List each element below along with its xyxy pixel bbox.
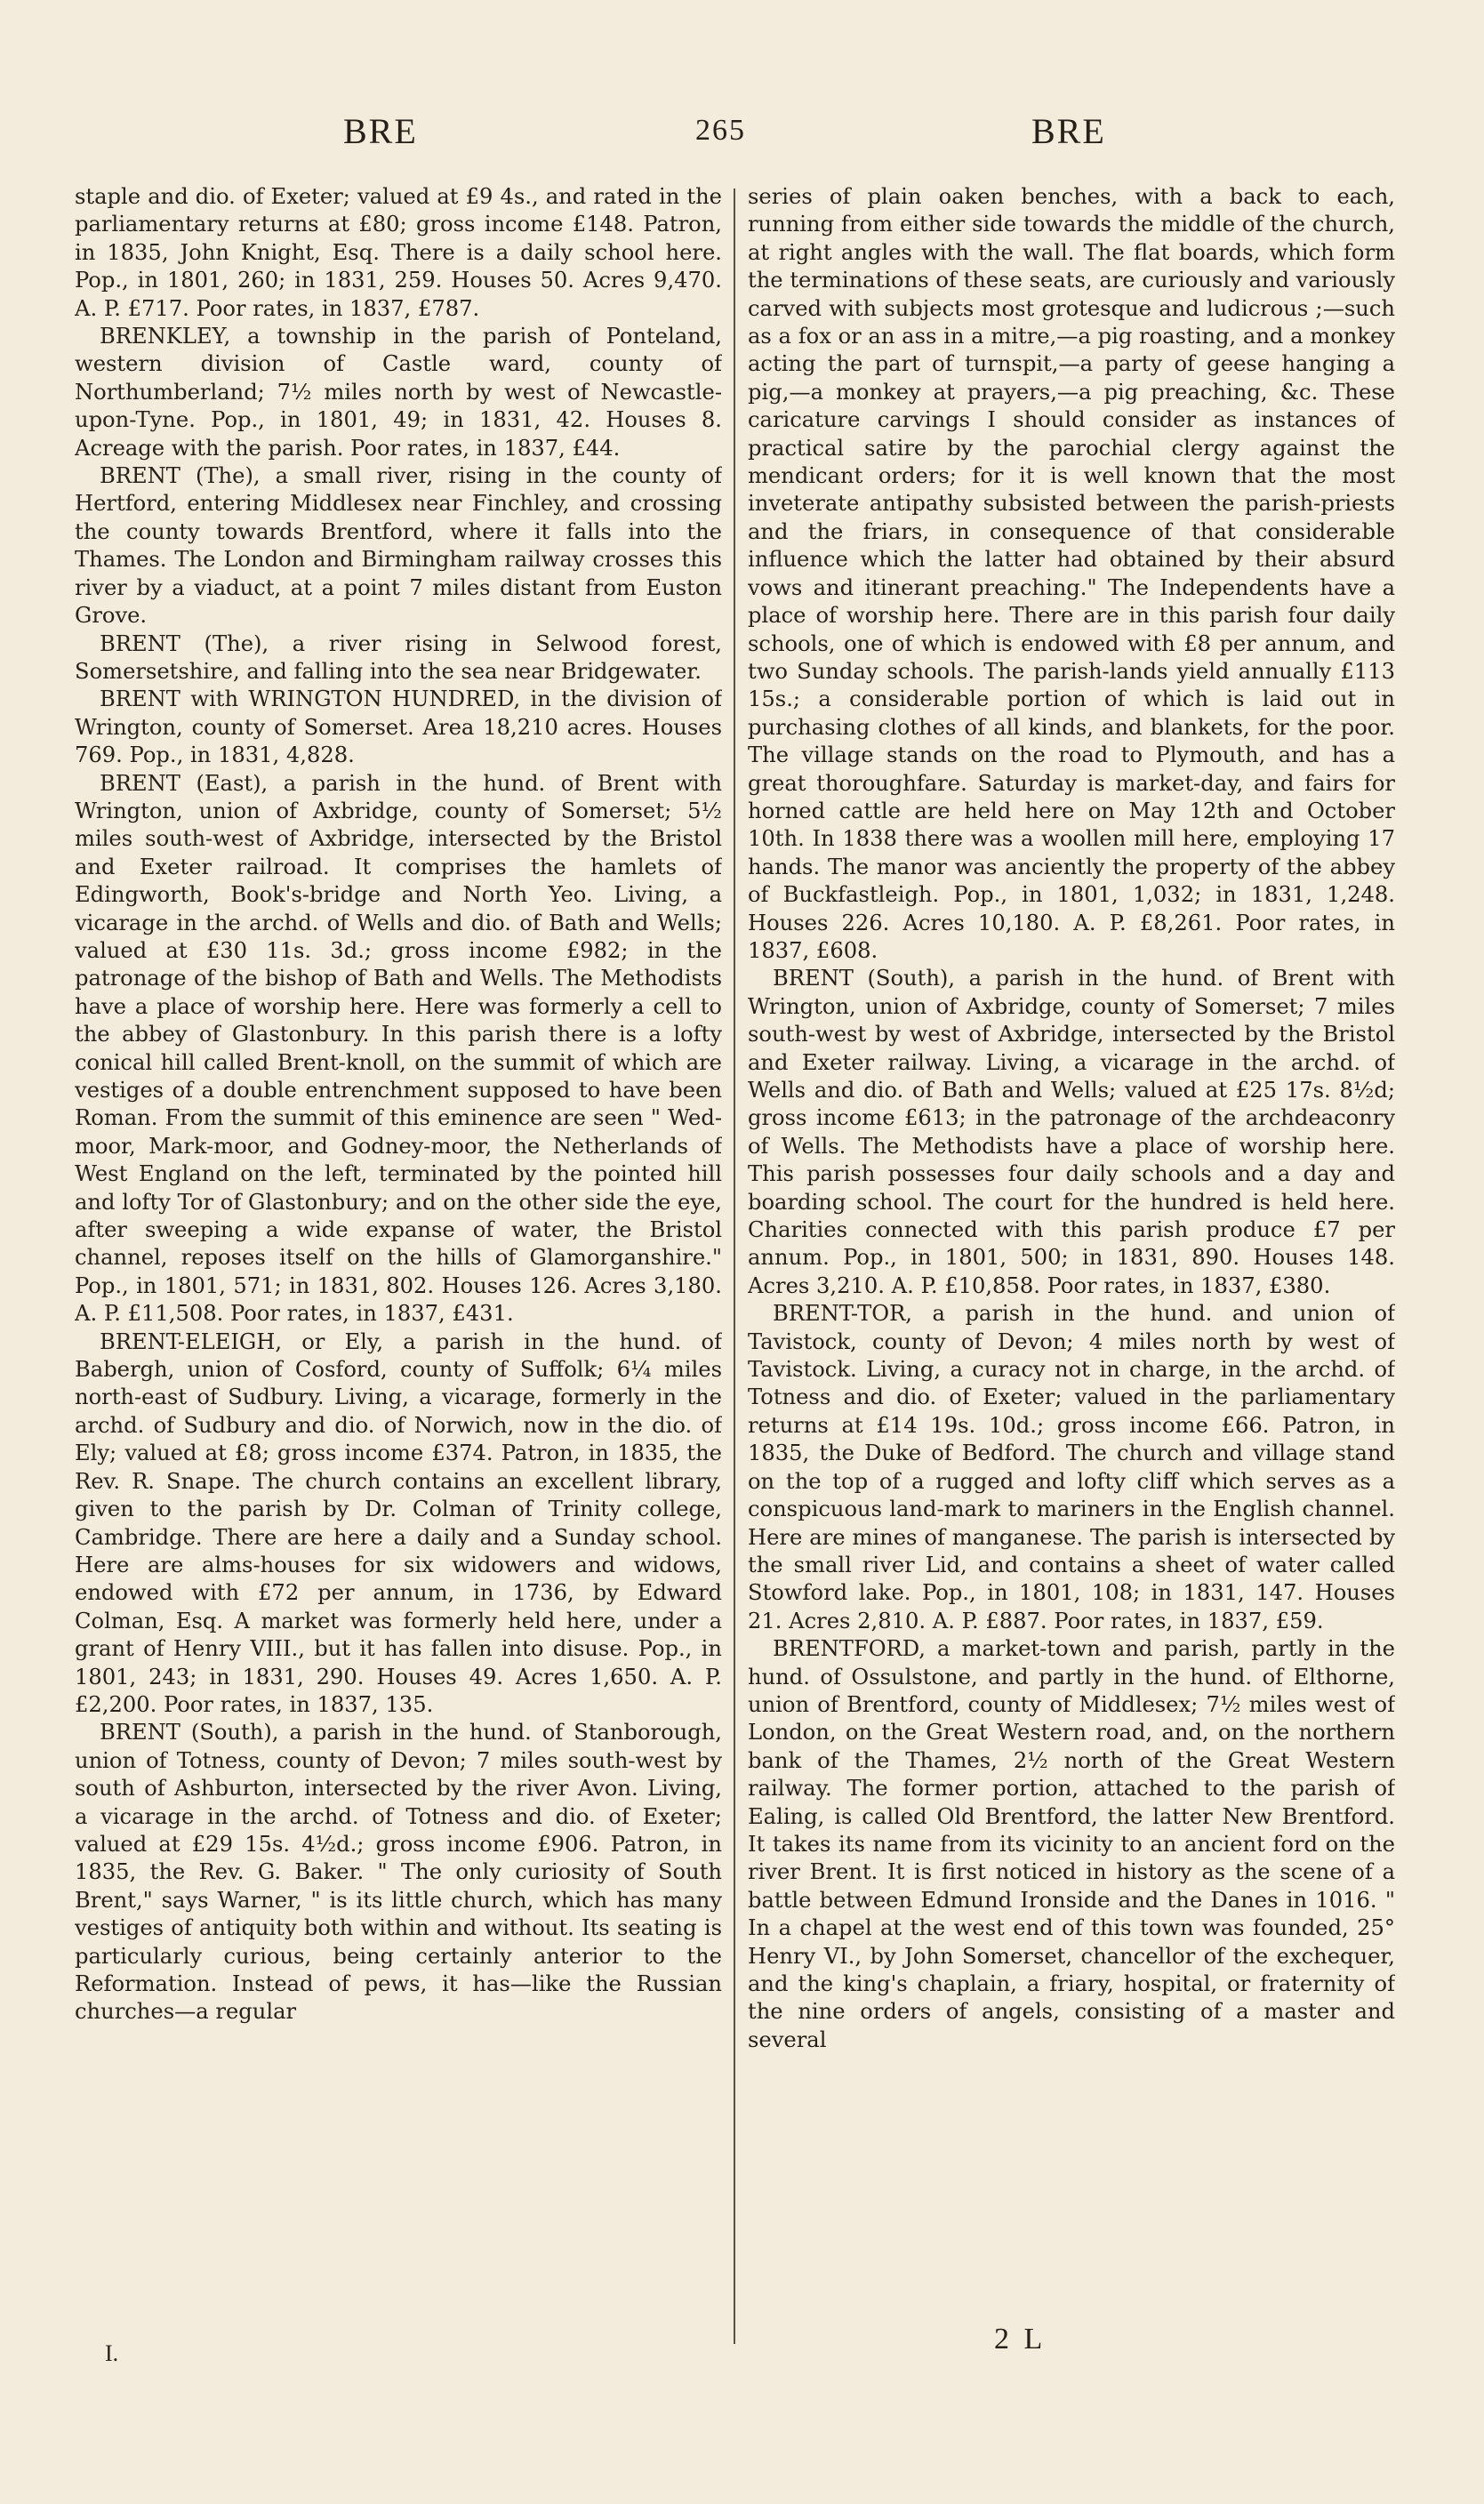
page-number: 265 bbox=[695, 114, 746, 147]
paragraph: BRENT (South), a parish in the hund. of Brent with Wrington, union of Axbridge, county of Somerset; 7 miles south-west by west of Axbridge, intersected by the Bristol and Exeter railway. Living, a vicarage in the archd. of Wells and dio. of Bath and Wells; valued at £25 17s. 8½d; gross income £613; in the patronage of the archdeaconry of Wells. The Methodists have a place of worship here. This parish possesses four daily schools and a day and boarding school. The court for the hundred is held here. Charities connected with this parish produce £7 per annum. Pop., in 1801, 500; in 1831, 890. Houses 148. Acres 3,210. A. P. £10,858. Poor rates, in 1837, £380. bbox=[748, 966, 1395, 1298]
paragraph: BRENT-TOR, a parish in the hund. and union of Tavistock, county of Devon; 4 miles north by west of Tavistock. Living, a curacy not in charge, in the archd. of Totness and dio. of Exeter; valued in the parliamentary returns at £14 19s. 10d.; gross income £66. Patron, in 1835, the Duke of Bedford. The church and village stand on the top of a rugged and lofty cliff which serves as a conspicuous land-mark to mariners in the English channel. Here are mines of manganese. The parish is intersected by the small river Lid, and contains a sheet of water called Stowford lake. Pop., in 1801, 108; in 1831, 147. Houses 21. Acres 2,810. A. P. £887. Poor rates, in 1837, £59. bbox=[748, 1301, 1395, 1633]
paragraph: staple and dio. of Exeter; valued at £9 4s., and rated in the parliamentary returns at £80; gross income £148. Patron, in 1835, John Knight, Esq. There is a daily school here. Pop., in 1801, 260; in 1831, 259. Houses 50. Acres 9,470. A. P. £717. Poor rates, in 1837, £787. bbox=[75, 184, 722, 321]
paragraph: BRENT (East), a parish in the hund. of Brent with Wrington, union of Axbridge, county of Somerset; 5½ miles south-west of Axbridge, intersected by the Bristol and Exeter railroad. It comprises the hamlets of Edingworth, Book's-bridge and North Yeo. Living, a vicarage in the archd. of Wells and dio. of Bath and Wells; valued at £30 11s. 3d.; gross income £982; in the patronage of the bishop of Bath and Wells. The Methodists have a place of worship here. Here was formerly a cell to the abbey of Glastonbury. In this parish there is a lofty conical hill called Brent-knoll, on the summit of which are vestiges of a double entrenchment supposed to have been Roman. From the summit of this eminence are seen " Wed-moor, Mark-moor, and Godney-moor, the Netherlands of West England on the left, terminated by the pointed hill and lofty Tor of Glastonbury; and on the other side the eye, after sweeping a wide expanse of water, the Bristol channel, reposes itself on the hills of Glamorganshire." Pop., in 1801, 571; in 1831, 802. Houses 126. Acres 3,180. A. P. £11,508. Poor rates, in 1837, £431. bbox=[75, 770, 722, 1327]
paragraph: BRENT-ELEIGH, or Ely, a parish in the hund. of Babergh, union of Cosford, county of Suffolk; 6¼ miles north-east of Sudbury. Living, a vicarage, formerly in the archd. of Sudbury and dio. of Norwich, now in the dio. of Ely; valued at £8; gross income £374. Patron, in 1835, the Rev. R. Snape. The church contains an excellent library, given to the parish by Dr. Colman of Trinity college, Cambridge. There are here a daily and a Sunday school. Here are alms-houses for six widowers and widows, endowed with £72 per annum, in 1736, by Edward Colman, Esq. A market was formerly held here, under a grant of Henry VIII., but it has fallen into disuse. Pop., in 1801, 243; in 1831, 290. Houses 49. Acres 1,650. A. P. £2,200. Poor rates, in 1837, 135. bbox=[75, 1328, 722, 1717]
paragraph: BRENT (The), a river rising in Selwood forest, Somersetshire, and falling into the sea near Bridgewater. bbox=[75, 630, 722, 684]
page-header bbox=[0, 110, 1484, 164]
signature-mark: I. bbox=[105, 2340, 119, 2366]
sheet-mark: 2 L bbox=[994, 2323, 1047, 2356]
paragraph: BRENTFORD, a market-town and parish, partly in the hund. of Ossulstone, and partly in the hund. of Elthorne, union of Brentford, county of Middlesex; 7½ miles west of London, on the Great Western road, and, on the northern bank of the Thames, 2½ north of the Great Western railway. The former portion, attached to the parish of Ealing, is called Old Brentford, the latter New Brentford. It takes its name from its vicinity to an ancient ford on the river Brent. It is first noticed in history as the scene of a battle between Edmund Ironside and the Danes in 1016. " In a chapel at the west end of this town was founded, 25° Henry VI., by John Somerset, chancellor of the exchequer, and the king's chaplain, a friary, hospital, or fraternity of the nine orders of angels, consisting of a master and several bbox=[748, 1636, 1395, 2052]
paragraph: BRENT (The), a small river, rising in the county of Hertford, entering Middlesex near Finchley, and crossing the county towards Brentford, where it falls into the Thames. The London and Birmingham railway crosses this river by a viaduct, at a point 7 miles distant from Euston Grove. bbox=[75, 463, 722, 629]
running-head-right: BRE bbox=[1031, 111, 1106, 151]
left-column bbox=[75, 183, 722, 2371]
paragraph: series of plain oaken benches, with a back to each, running from either side towards the middle of the church, at right angles with the wall. The flat boards, which form the terminations of these seats, are curiously and variously carved with subjects most grotesque and ludicrous ;—such as a fox or an ass in a mitre,—a pig roasting, and a monkey acting the part of turnspit,—a party of geese hanging a pig,—a monkey at prayers,—a pig preaching, &c. These caricature carvings I should consider as instances of practical satire by the parochial clergy against the mendicant orders; for it is well known that the most inveterate antipathy subsisted between the parish-priests and the friars, in consequence of that considerable influence which the latter had obtained by their absurd vows and itinerant preaching." The Independents have a place of worship here. There are in this parish four daily schools, one of which is endowed with £8 per annum, and two Sunday schools. The parish-lands yield annually £113 15s.; a considerable portion of which is laid out in purchasing clothes of all kinds, and blankets, for the poor. The village stands on the road to Plymouth, and has a great thoroughfare. Saturday is market-day, and fairs for horned cattle are held here on May 12th and October 10th. In 1838 there was a woollen mill here, employing 17 hands. The manor was anciently the property of the abbey of Buckfastleigh. Pop., in 1801, 1,032; in 1831, 1,248. Houses 226. Acres 10,180. A. P. £8,261. Poor rates, in 1837, £608. bbox=[748, 184, 1395, 963]
right-column bbox=[748, 183, 1395, 2371]
paragraph: BRENT with WRINGTON HUNDRED, in the division of Wrington, county of Somerset. Area 18,210 acres. Houses 769. Pop., in 1831, 4,828. bbox=[75, 686, 722, 768]
paragraph: BRENKLEY, a township in the parish of Ponteland, western division of Castle ward, county of Northumberland; 7½ miles north by west of Newcastle-upon-Tyne. Pop., in 1801, 49; in 1831, 42. Houses 8. Acreage with the parish. Poor rates, in 1837, £44. bbox=[75, 324, 722, 461]
paragraph: BRENT (South), a parish in the hund. of Stanborough, union of Totness, county of Devon; 7 miles south-west by south of Ashburton, intersected by the river Avon. Living, a vicarage in the archd. of Totness and dio. of Exeter; valued at £29 15s. 4½d.; gross income £906. Patron, in 1835, the Rev. G. Baker. " The only curiosity of South Brent," says Warner, " is its little church, which has many vestiges of antiquity both within and without. Its seating is particularly curious, being certainly anterior to the Reformation. Instead of pews, it has—like the Russian churches—a regular bbox=[75, 1720, 722, 2025]
column-divider bbox=[734, 189, 735, 2344]
running-head-left: BRE bbox=[343, 111, 418, 151]
